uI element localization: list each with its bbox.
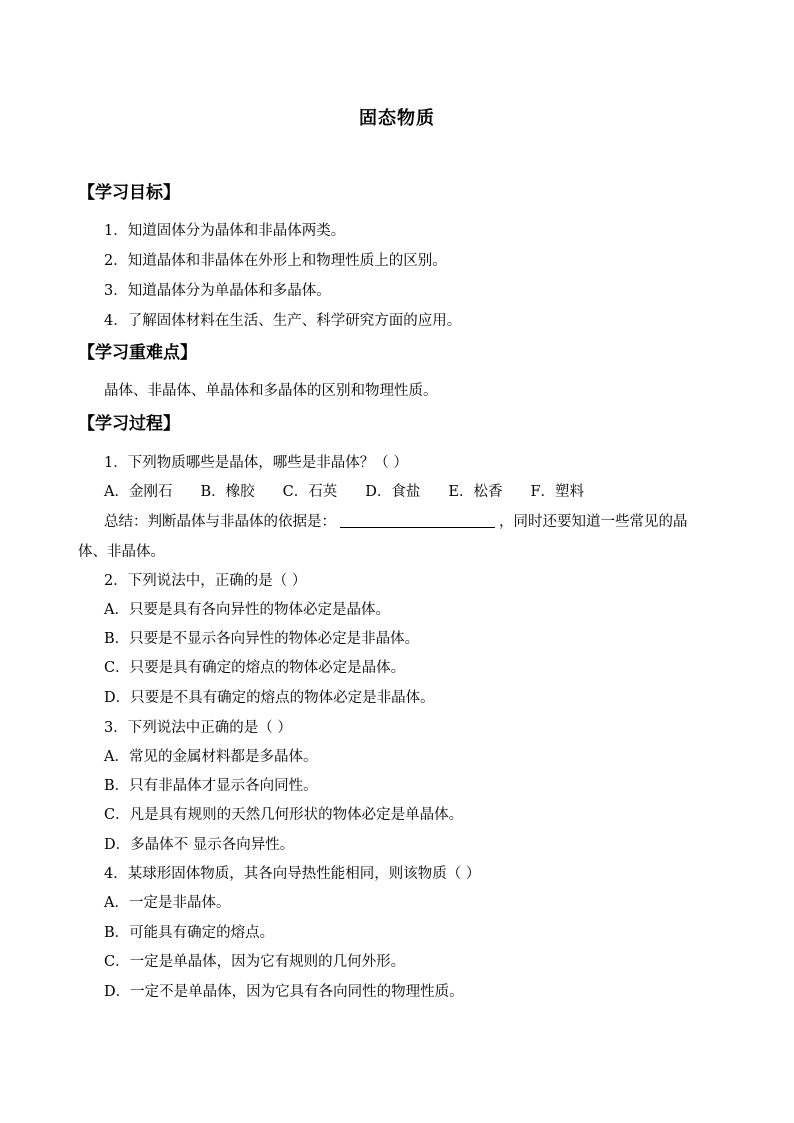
- summary-continuation: 体、非晶体。: [78, 544, 165, 560]
- section-heading-process: 【学习过程】: [78, 414, 180, 434]
- section-heading-key-points: 【学习重难点】: [78, 343, 197, 363]
- option: B．橡胶: [200, 484, 255, 500]
- question-4-option: B．可能具有确定的熔点。: [104, 925, 275, 941]
- question-3-option: D．多晶体不 显示各向异性。: [104, 837, 295, 853]
- question-3-option: B．只有非晶体才显示各向同性。: [104, 778, 318, 794]
- page-title: 固态物质: [359, 108, 435, 129]
- question-2-option: B．只要是不显示各向异性的物体必定是非晶体。: [104, 631, 420, 647]
- goal-item: 3．知道晶体分为单晶体和多晶体。: [104, 283, 331, 299]
- question-4-option: A．一定是非晶体。: [104, 895, 231, 911]
- option: D．食盐: [365, 484, 421, 500]
- question-2-stem: 2．下列说法中，正确的是（ ）: [104, 573, 307, 589]
- summary-line: [104, 510, 688, 531]
- option: E．松香: [448, 484, 503, 500]
- question-4-stem: 4．某球形固体物质，其各向导热性能相同，则该物质（ ）: [104, 866, 481, 882]
- question-1-options: [104, 480, 584, 501]
- question-3-stem: 3．下列说法中正确的是（ ）: [104, 720, 292, 736]
- option: A．金刚石: [104, 484, 173, 500]
- goal-item: 1．知道固体分为晶体和非晶体两类。: [104, 223, 346, 239]
- question-2-option: D．只要是不具有确定的熔点的物体必定是非晶体。: [104, 690, 435, 706]
- summary-suffix: ，同时还要知道一些常见的晶: [499, 514, 688, 530]
- section-heading-goals: 【学习目标】: [78, 183, 180, 203]
- option: F．塑料: [530, 484, 585, 500]
- fill-blank[interactable]: [340, 513, 495, 528]
- key-points-text: 晶体、非晶体、单晶体和多晶体的区别和物理性质。: [104, 383, 438, 399]
- goal-item: 4．了解固体材料在生活、生产、科学研究方面的应用。: [104, 313, 462, 329]
- question-1-stem: 1．下列物质哪些是晶体，哪些是非晶体？（ ）: [104, 455, 408, 471]
- question-3-option: A．常见的金属材料都是多晶体。: [104, 749, 318, 765]
- summary-prefix: 总结：判断晶体与非晶体的依据是：: [104, 514, 336, 530]
- question-4-option: C．一定是单晶体，因为它有规则的几何外形。: [104, 954, 406, 970]
- option: C．石英: [282, 484, 338, 500]
- question-2-option: C．只要是具有确定的熔点的物体必定是晶体。: [104, 660, 406, 676]
- question-2-option: A．只要是具有各向异性的物体必定是晶体。: [104, 602, 390, 618]
- question-4-option: D．一定不是单晶体，因为它具有各向同性的物理性质。: [104, 984, 464, 1000]
- question-3-option: C．凡是具有规则的天然几何形状的物体必定是单晶体。: [104, 807, 464, 823]
- goal-item: 2．知道晶体和非晶体在外形上和物理性质上的区别。: [104, 253, 447, 269]
